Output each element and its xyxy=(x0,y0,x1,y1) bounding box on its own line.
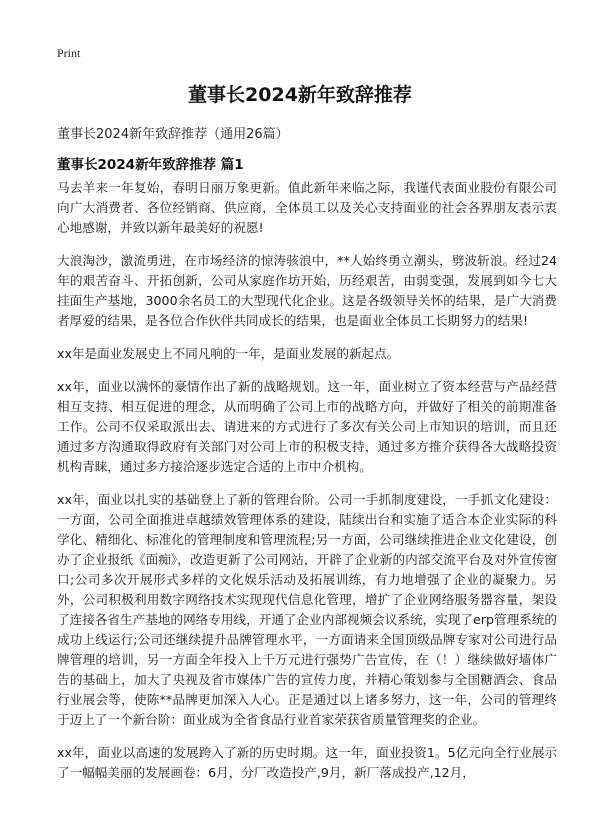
paragraph-5: xx年，面业以扎实的基础登上了新的管理台阶。公司一手抓制度建设，一手抓文化建设：一方面，公司全面推进卓越绩效管理体系的建设，陆续出台和实施了适合本企业实际的科学化、精细化、标准化的管理制度和管理流程;另一方面，公司继续推进企业文化建设，创办了企业报纸《面痴》，改造更新了公司网站，开辟了企业新的内部交流平台及对外宣传窗口;公司多次开展形式多样的文化娱乐活动及拓展训练，有力地增强了企业的凝聚力。另外，公司积极利用数字网络技术实现现代信息化管理，增扩了企业网络服务器容量，架设了连接各省生产基地的网络专用线，开通了企业内部视频会议系统，实现了erp管理系统的成功上线运行;公司还继续提升品牌管理水平，一方面请来全国顶级品牌专家对公司进行品牌管理的培训，另一方面全年投入上千万元进行强势广告宣传，在（！）继续做好墙体广告的基础上，加大了央视及省市媒体广告的宣传力度，并精心策划参与全国糖酒会、食品行业展会等，使陈**品牌更加深入人心。正是通过以上诸多努力，这一年，公司的管理终于迈上了一个新台阶：面业成为全省食品行业首家荣获省质量管理奖的企业。 xyxy=(57,492,557,727)
paragraph-6: xx年，面业以高速的发展跨入了新的历史时期。这一年，面业投资1。5亿元向全行业展示了一幅幅美丽的发展画卷：6月，分厂改造投产,9月，新厂落成投产,12月， xyxy=(57,745,557,780)
article-body xyxy=(57,178,557,796)
document-subtitle: 董事长2024新年致辞推荐（通用26篇） xyxy=(57,127,289,142)
page-title: 董事长2024新年致辞推荐 xyxy=(188,84,412,106)
print-link[interactable]: Print xyxy=(57,46,81,60)
paragraph-2: 大浪淘沙，激流勇进，在市场经济的惊涛骇浪中，**人始终勇立潮头，劈波斩浪。经过24年的艰苦奋斗、开拓创新，公司从家庭作坊开始，历经艰苦，由弱变强，发展到如今七大挂面生产基地，3000余名员工的大型现代化企业。这是各级领导关怀的结果，是广大消费者厚爱的结果，是各位合作伙伴共同成长的结果，也是面业全体员工长期努力的结果! xyxy=(57,253,557,328)
paragraph-3: xx年是面业发展史上不同凡响的一年，是面业发展的新起点。 xyxy=(57,346,400,361)
paragraph-1: 马去羊来一年复始，春明日丽万象更新。值此新年来临之际，我谨代表面业股份有限公司向广大消费者、各位经销商、供应商，全体员工以及关心支持面业的社会各界朋友表示衷心地感谢，并致以新年最美好的祝愿! xyxy=(57,180,557,235)
section-heading: 董事长2024新年致辞推荐 篇1 xyxy=(57,157,244,173)
paragraph-4: xx年，面业以满怀的豪情作出了新的战略规划。这一年，面业树立了资本经营与产品经营相互支持、相互促进的理念，从而明确了公司上市的战略方向，并做好了相关的前期准备工作。公司不仅采取派出去、请进来的方式进行了多次有关公司上市知识的培训，而且还通过多方沟通取得政府有关部门对公司上市的积极支持，通过多方推介获得各大战略投资机构青睐，通过多方接洽逐步选定合适的上市中介机构。 xyxy=(57,379,557,474)
